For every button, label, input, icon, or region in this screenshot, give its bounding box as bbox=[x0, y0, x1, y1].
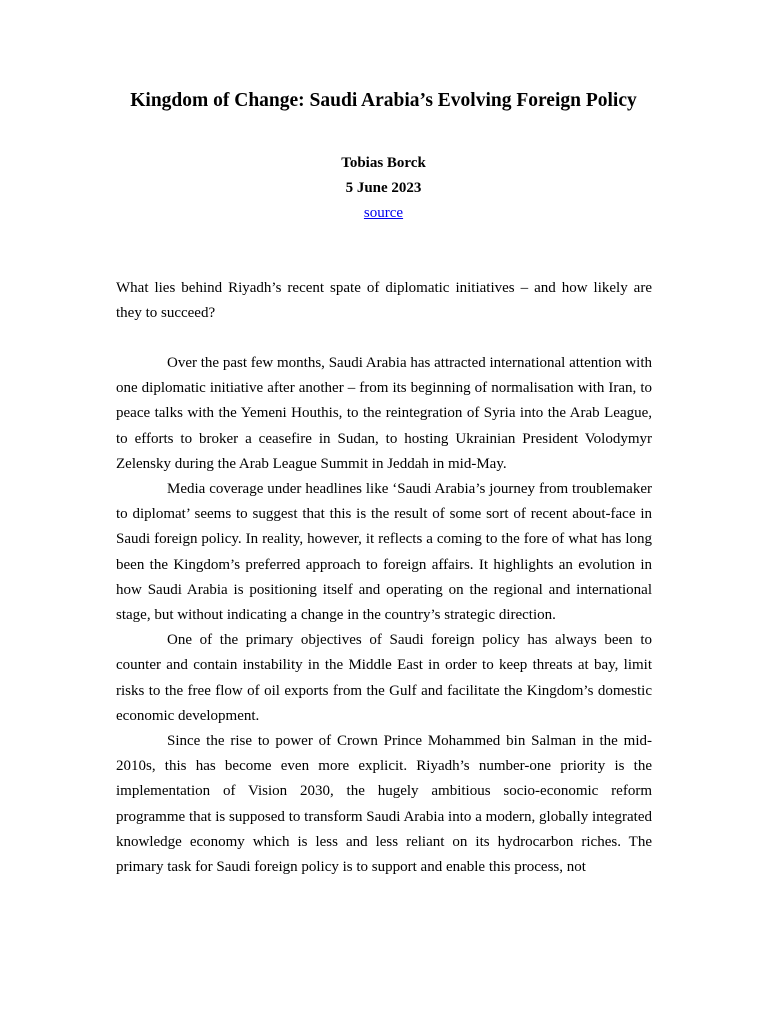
source-link-container bbox=[116, 203, 651, 223]
body-paragraph: One of the primary objectives of Saudi foreign policy has always been to counter and contain instability in the Middle East in order to keep threats at bay, limit risks to the free flow of oil exports from the Gulf and facilitate the Kingdom’s domestic economic development. bbox=[116, 632, 652, 724]
article-author: Tobias Borck bbox=[341, 155, 426, 171]
article-lead: What lies behind Riyadh’s recent spate of diplomatic initiatives – and how likely are they to succeed? bbox=[116, 280, 652, 322]
article-date: 5 June 2023 bbox=[345, 180, 422, 196]
source-link[interactable]: source bbox=[363, 205, 404, 221]
body-paragraph: Since the rise to power of Crown Prince Mohammed bin Salman in the mid-2010s, this has become even more explicit. Riyadh’s number-one priority is the implementation of Vision 2030, the hugely ambitious socio-economic reform programme that is supposed to transform Saudi Arabia into a modern, globally integrated knowledge economy which is less and less reliant on its hydrocarbon riches. The primary task for Saudi foreign policy is to support and enable this process, not bbox=[116, 733, 652, 876]
body-paragraph: Media coverage under headlines like ‘Saudi Arabia’s journey from troublemaker to diplomat’ seems to suggest that this is the result of some sort of recent about-face in Saudi foreign policy. In reality, however, it reflects a coming to the fore of what has long been the Kingdom’s preferred approach to foreign affairs. It highlights an evolution in how Saudi Arabia is positioning itself and operating on the regional and international stage, but without indicating a change in the country’s strategic direction. bbox=[116, 481, 652, 624]
article-title: Kingdom of Change: Saudi Arabia’s Evolving Foreign Policy bbox=[130, 90, 637, 111]
body-paragraph: Over the past few months, Saudi Arabia has attracted international attention with one diplomatic initiative after another – from its beginning of normalisation with Iran, to peace talks with the Yemeni Houthis, to the reintegration of Syria into the Arab League, to efforts to broker a ceasefire in Sudan, to hosting Ukrainian President Volodymyr Zelensky during the Arab League Summit in Jeddah in mid-May. bbox=[116, 355, 652, 472]
article-body bbox=[116, 351, 652, 880]
